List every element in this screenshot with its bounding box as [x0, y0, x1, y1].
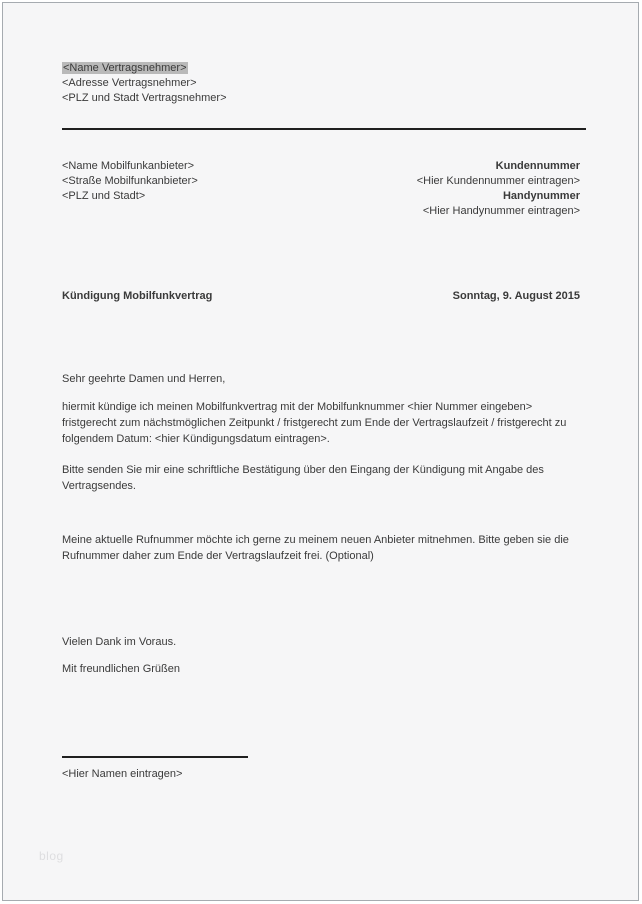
address-divider-rule: [62, 128, 586, 130]
signature-name-placeholder: <Hier Namen eintragen>: [62, 768, 183, 780]
recipient-reference-row: [62, 159, 580, 219]
signature-rule: [62, 756, 248, 758]
sender-name-line: [62, 61, 580, 76]
recipient-street-placeholder: <Straße Mobilfunkanbieter>: [62, 175, 198, 187]
sender-city-placeholder: <PLZ und Stadt Vertragsnehmer>: [62, 92, 227, 104]
subject-date-row: [62, 289, 580, 304]
blog-watermark: blog: [39, 849, 64, 863]
phone-number-placeholder: <Hier Handynummer eintragen>: [422, 205, 580, 217]
salutation: Sehr geehrte Damen und Herren,: [62, 373, 226, 385]
phone-number-label: Handynummer: [502, 190, 580, 202]
subject-line: Kündigung Mobilfunkvertrag: [62, 290, 213, 302]
closing-line: Mit freundlichen Grüßen: [62, 663, 180, 675]
sender-address-block: [62, 61, 580, 106]
thanks-line: Vielen Dank im Voraus.: [62, 636, 177, 648]
sender-name-placeholder: <Name Vertragsnehmer>: [63, 62, 187, 74]
customer-number-label: Kundennummer: [495, 160, 580, 172]
sender-address-placeholder: <Adresse Vertragsnehmer>: [62, 77, 197, 89]
cancellation-paragraph: hiermit kündige ich meinen Mobilfunkvertrag mit der Mobilfunknummer <hier Nummer eingeben> fristgerecht zum nächstmöglichen Zeitpunkt / fristgerecht zum Ende der Vertragslaufzeit / fristgerecht zu folgendem Datum: <hier Kündigungsdatum eintragen>.: [62, 401, 567, 445]
confirmation-request-paragraph: Bitte senden Sie mir eine schriftliche Bestätigung über den Eingang der Kündigung mit Angabe des Vertragsendes.: [62, 464, 544, 492]
date-line: Sonntag, 9. August 2015: [452, 290, 580, 302]
recipient-address-block: [62, 159, 198, 204]
letter-page: [2, 2, 639, 901]
number-portability-paragraph: Meine aktuelle Rufnummer möchte ich gerne zu meinem neuen Anbieter mitnehmen. Bitte geben sie die Rufnummer daher zum Ende der Vertragslaufzeit frei. (Optional): [62, 534, 569, 562]
customer-number-placeholder: <Hier Kundennummer eintragen>: [416, 175, 580, 187]
letter-content: [3, 3, 638, 782]
letter-body: [62, 371, 580, 677]
reference-block: [417, 159, 580, 219]
recipient-name-placeholder: <Name Mobilfunkanbieter>: [62, 160, 195, 172]
recipient-city-placeholder: <PLZ und Stadt>: [62, 190, 146, 202]
